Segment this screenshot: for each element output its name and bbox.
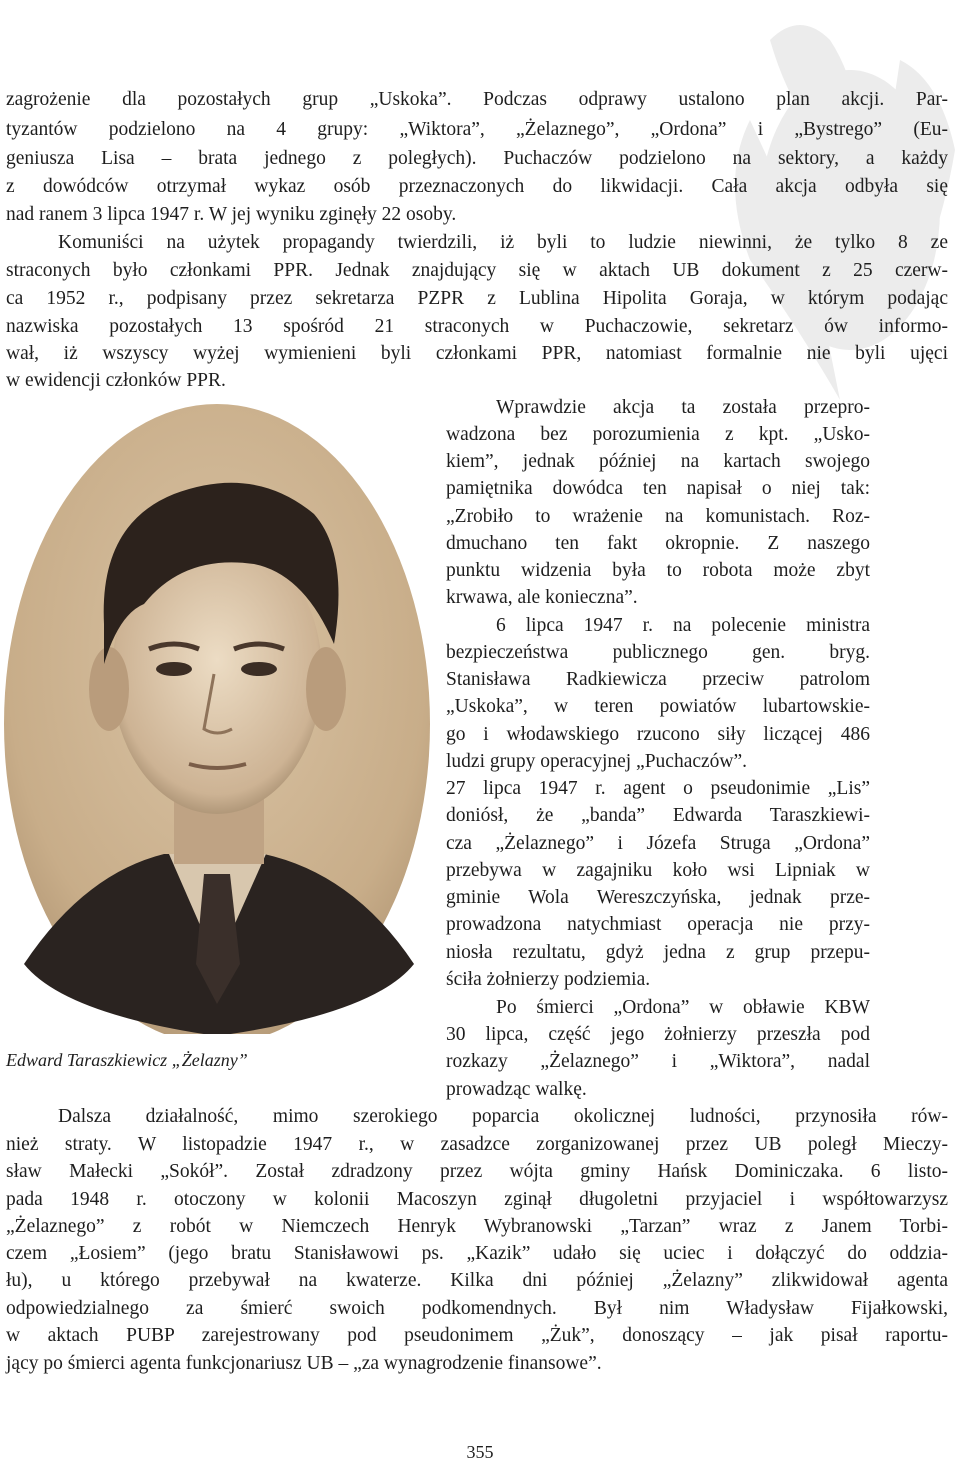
text-line: gminie Wola Wereszczyńska, jednak prze- [446, 887, 870, 908]
text-line: doniósł, że „banda” Edwarda Taraszkiewi- [446, 805, 870, 826]
text-line: „Żelaznego” z robót w Niemczech Henryk Wybranowski „Tarzan” wraz z Janem Torbi- [6, 1216, 948, 1237]
text-line: w ewidencji członków PPR. [6, 370, 226, 391]
text-line: odpowiedzialnego za śmierć swoich podkomendnych. Był nim Władysław Fijałkowski, [6, 1298, 948, 1319]
text-line: tyzantów podzielono na 4 grupy: „Wiktora”, „Żelaznego”, „Ordona” i „Bystrego” (Eu- [6, 119, 948, 140]
text-line: jący po śmierci agenta funkcjonariusz UB – „za wynagrodzenie finansowe”. [6, 1353, 602, 1374]
text-line: bezpieczeństwa publicznego gen. bryg. [446, 642, 870, 663]
text-line: niosła rezultatu, gdyż jedna z grup przepu- [446, 942, 870, 963]
text-line: nad ranem 3 lipca 1947 r. W jej wyniku zginęły 22 osoby. [6, 204, 457, 225]
page-number: 355 [466, 1442, 494, 1462]
text-line: ca 1952 r., podpisany przez sekretarza PZPR z Lublina Hipolita Goraja, w którym podając [6, 288, 948, 309]
text-line: zagrożenie dla pozostałych grup „Uskoka”. Podczas odprawy ustalono plan akcji. Par- [6, 89, 948, 110]
text-line: w aktach PUBP zarejestrowany pod pseudonimem „Żuk”, donoszący – jak pisał raportu- [6, 1325, 948, 1346]
text-line: ściła żołnierzy podziemia. [446, 969, 651, 990]
text-line: wał, iż wszyscy wyżej wymienieni byli członkami PPR, natomiast formalnie nie byli ujęci [6, 343, 948, 364]
text-line: geniusza Lisa – brata jednego z poległych). Puchaczów podzielono na sektory, a każdy [6, 148, 948, 169]
text-line: Dalsza działalność, mimo szerokiego poparcia okolicznej ludności, przynosiła rów- [58, 1106, 948, 1127]
text-line: krwawa, ale konieczna”. [446, 587, 638, 608]
text-line: czem „Łosiem” (jego bratu Stanisławowi ps. „Kazik” udało się uciec i dołączyć do oddzia- [6, 1243, 948, 1264]
text-line: dmuchano ten fakt okropnie. Z naszego [446, 533, 870, 554]
text-line: Komuniści na użytek propagandy twierdzili, iż byli to ludzie niewinni, że tylko 8 ze [58, 232, 948, 253]
text-line: go i włodawskiego rzucono siły liczącej 486 [446, 724, 870, 745]
text-line: cza „Żelaznego” i Józefa Struga „Ordona” [446, 833, 870, 854]
text-line: 27 lipca 1947 r. agent o pseudonimie „Lis” [446, 778, 870, 799]
text-line: pamiętnika dowódca ten napisał o niej tak: [446, 478, 870, 499]
text-line: prowadzona natychmiast operacja nie przy- [446, 914, 870, 935]
photo-caption: Edward Taraszkiewicz „Żelazny” [6, 1050, 248, 1070]
text-line: 30 lipca, część jego żołnierzy przeszła pod [446, 1024, 870, 1045]
text-line: nazwiska pozostałych 13 spośród 21 straconych w Puchaczowie, sekretarz ów informo- [6, 316, 948, 337]
text-line: 6 lipca 1947 r. na polecenie ministra [496, 615, 870, 636]
text-line: Stanisława Radkiewicza przeciw patrolom [446, 669, 870, 690]
text-line: straconych było członkami PPR. Jednak znajdujący się w aktach UB dokument z 25 czerw- [6, 260, 948, 281]
text-line: Wprawdzie akcja ta została przepro- [496, 397, 870, 418]
text-line: punktu widzenia była to robota może zbyt [446, 560, 870, 581]
text-line: sław Małecki „Sokół”. Został zdradzony przez wójta gminy Hańsk Dominiczaka. 6 listo- [6, 1161, 948, 1182]
text-line: wadzona bez porozumienia z kpt. „Usko- [446, 424, 870, 445]
text-line: z dowódców otrzymał wykaz osób przeznaczonych do likwidacji. Cała akcja odbyła się [6, 176, 948, 197]
text-line: kiem”, jednak później na kartach swojego [446, 451, 870, 472]
text-line: „Zrobiło to wrażenie na komunistach. Roz- [446, 506, 870, 527]
text-line: pada 1948 r. otoczony w kolonii Macoszyn zginął długoletni przyjaciel i współtowarzysz [6, 1189, 948, 1210]
text-line: Po śmierci „Ordona” w obławie KBW [496, 997, 870, 1018]
text-line: rozkazy „Żelaznego” i „Wiktora”, nadal [446, 1051, 870, 1072]
portrait-photo [4, 404, 430, 1034]
text-line: prowadząc walkę. [446, 1079, 587, 1100]
text-line: przebywa w zagajniku koło wsi Lipniak w [446, 860, 870, 881]
text-line: „Uskoka”, w teren powiatów lubartowskie- [446, 696, 870, 717]
text-line: ludzi grupy operacyjnej „Puchaczów”. [446, 751, 748, 772]
text-line: nież straty. W listopadzie 1947 r., w zasadzce zorganizowanej przez UB poległ Mieczy- [6, 1134, 948, 1155]
text-line: łu), u którego przebywał na kwaterze. Kilka dni później „Żelazny” zlikwidował agenta [6, 1270, 948, 1291]
